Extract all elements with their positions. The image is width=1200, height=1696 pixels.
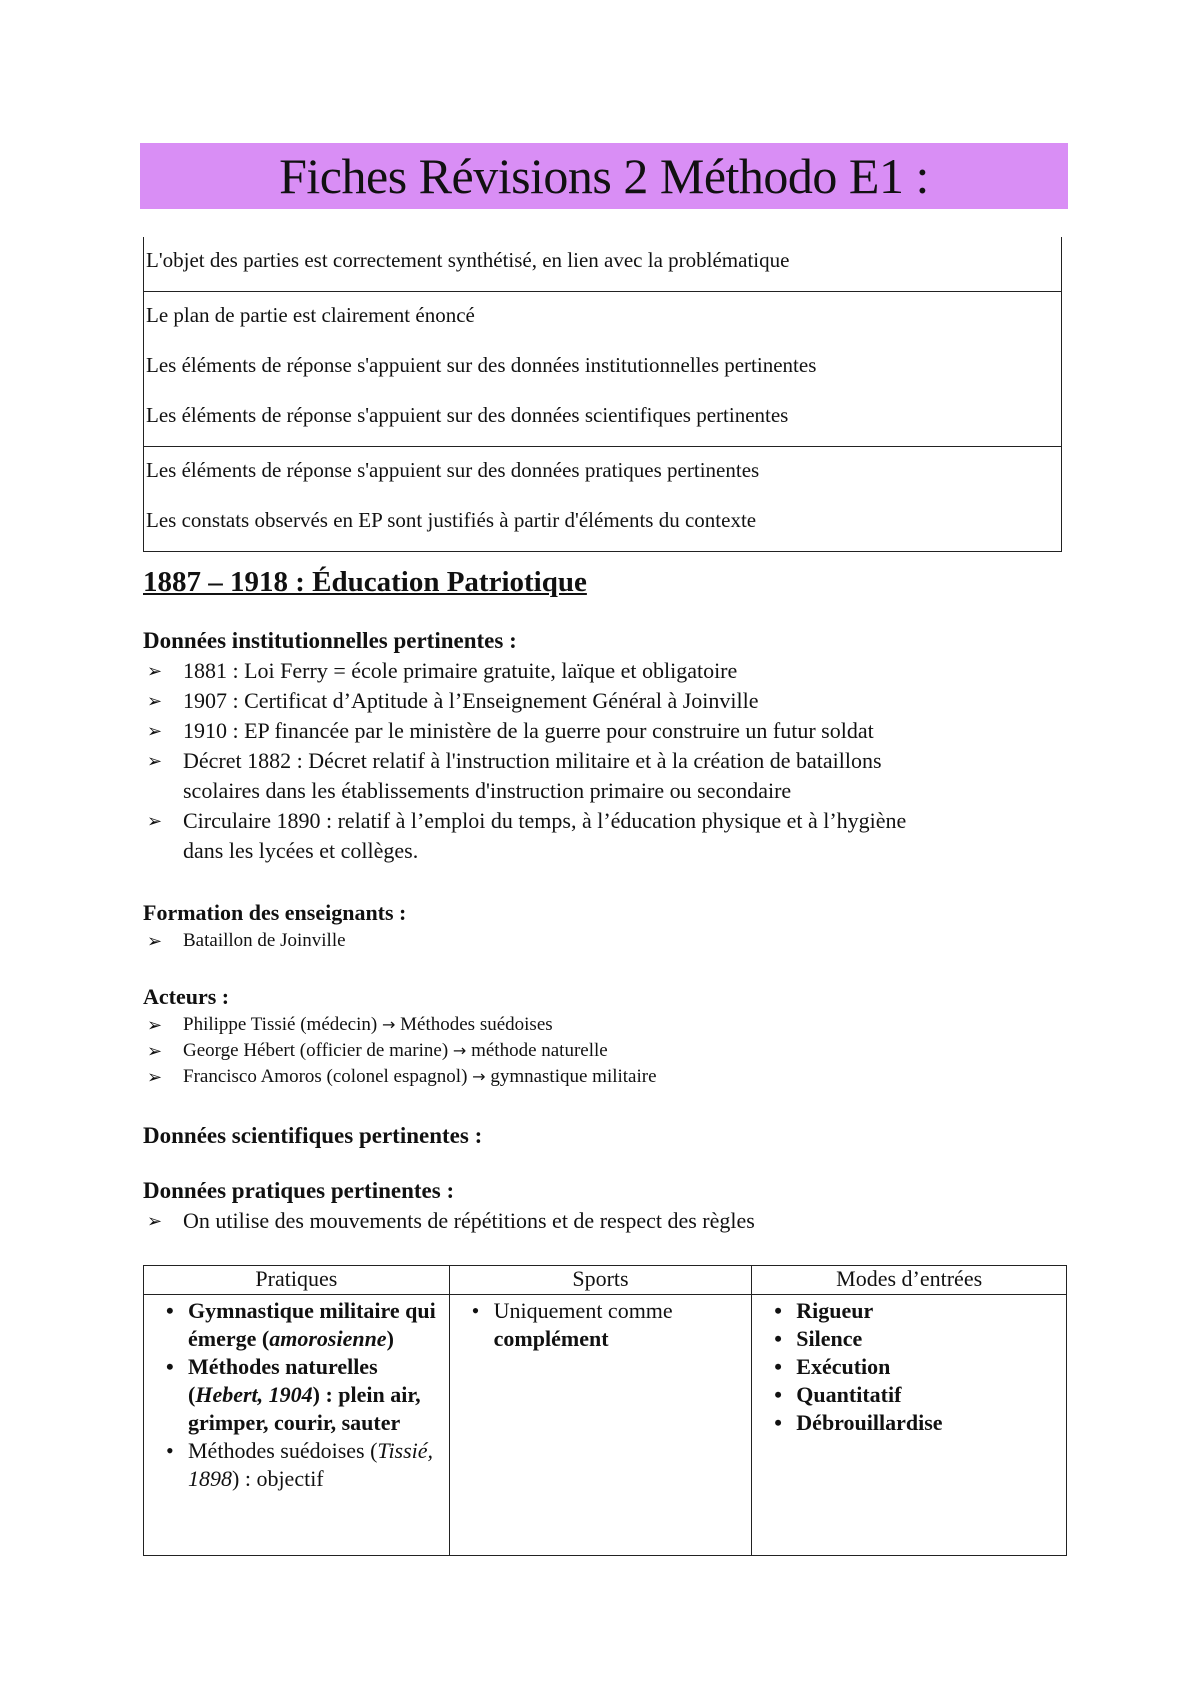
criteria-box [143,237,1062,552]
list-item: • Débrouillardise [774,1410,943,1435]
pratiques-cell [144,1295,450,1556]
list-item: • Gymnastique militaire qui émerge (amorosienne) [166,1298,436,1351]
dot-bullet-icon: • [166,1354,174,1379]
actors-list [143,1012,1083,1090]
arrow-bullet-icon: ➢ [147,661,163,681]
actors-section [143,984,1083,1090]
dot-bullet-icon: • [774,1382,782,1407]
list-item: ➢ 1907 : Certificat d’Aptitude à l’Enseignement Général à Joinville [183,686,1083,716]
period-heading: 1887 – 1918 : Éducation Patriotique [143,566,587,598]
dot-bullet-icon: • [166,1298,174,1323]
practices-table [143,1265,1067,1556]
institutional-list [143,656,1083,866]
arrow-bullet-icon: ➢ [147,751,163,771]
list-item: • Exécution [774,1354,891,1379]
teachers-list [143,928,1083,954]
list-item: ➢ Bataillon de Joinville [183,928,1083,954]
criteria-line: Les éléments de réponse s'appuient sur des données scientifiques pertinentes [146,403,789,427]
list-item: ➢ 1881 : Loi Ferry = école primaire gratuite, laïque et obligatoire [183,656,1083,686]
criteria-line: Les constats observés en EP sont justifiés à partir d'éléments du contexte [146,508,757,532]
list-item: ➢ Circulaire 1890 : relatif à l’emploi du temps, à l’éducation physique et à l’hygiène dans les lycées et collèges. [147,808,907,863]
table-header-row [144,1266,1067,1295]
teachers-section [143,900,1083,954]
list-item: • Quantitatif [774,1382,902,1407]
list-item: • Méthodes naturelles (Hebert, 1904) : plein air, grimper, courir, sauter [166,1354,421,1435]
criteria-group-1 [144,237,1061,291]
list-item: ➢ Décret 1882 : Décret relatif à l'instruction militaire et à la création de bataillons scolaires dans les établissements d'instruction primaire ou secondaire [147,748,882,803]
arrow-bullet-icon: ➢ [147,931,163,951]
title-banner [140,143,1068,209]
dot-bullet-icon: • [471,1298,480,1323]
table-header: Pratiques [144,1266,450,1295]
teachers-heading: Formation des enseignants : [143,900,407,925]
arrow-bullet-icon: ➢ [147,721,163,741]
criteria-line: Les éléments de réponse s'appuient sur des données pratiques pertinentes [146,458,760,482]
institutional-section [143,628,1083,866]
criteria-line: Le plan de partie est clairement énoncé [146,303,475,327]
list-item: ➢ 1910 : EP financée par le ministère de la guerre pour construire un futur soldat [183,716,1083,746]
dot-bullet-icon: • [774,1354,782,1379]
table-header: Sports [449,1266,752,1295]
modes-cell [752,1295,1067,1556]
list-item: • Méthodes suédoises (Tissié, 1898) : objectif [166,1438,434,1491]
dot-bullet-icon: • [166,1438,174,1463]
dot-bullet-icon: • [774,1326,782,1351]
table-header: Modes d’entrées [752,1266,1067,1295]
list-item: ➢ Philippe Tissié (médecin) → Méthodes suédoises [183,1012,1083,1038]
period-section [143,566,1083,599]
scientific-heading: Données scientifiques pertinentes : [143,1123,483,1148]
arrow-bullet-icon: ➢ [147,1041,163,1061]
page-title: Fiches Révisions 2 Méthodo E1 : [279,148,929,204]
actors-heading: Acteurs : [143,984,230,1009]
institutional-heading: Données institutionnelles pertinentes : [143,628,517,653]
list-item: • Rigueur [774,1298,874,1323]
arrow-bullet-icon: ➢ [147,1067,163,1087]
list-item: ➢ George Hébert (officier de marine) → méthode naturelle [183,1038,1083,1064]
criteria-line: L'objet des parties est correctement synthétisé, en lien avec la problématique [146,248,790,272]
criteria-group-2 [144,291,1061,446]
dot-bullet-icon: • [774,1298,782,1323]
arrow-bullet-icon: ➢ [147,1015,163,1035]
criteria-group-3 [144,446,1061,551]
arrow-bullet-icon: ➢ [147,811,163,831]
list-item: ➢ On utilise des mouvements de répétitions et de respect des règles [183,1206,1083,1236]
scientific-section [143,1123,1083,1149]
practical-list [143,1206,1083,1236]
arrow-bullet-icon: ➢ [147,1211,163,1231]
right-arrow-icon: → [472,1067,486,1086]
table-row [144,1295,1067,1556]
dot-bullet-icon: • [774,1410,782,1435]
right-arrow-icon: → [452,1041,467,1060]
practical-heading: Données pratiques pertinentes : [143,1178,455,1203]
sports-cell [449,1295,752,1556]
list-item: • Uniquement comme complément [471,1298,673,1351]
list-item: ➢ Francisco Amoros (colonel espagnol) → gymnastique militaire [183,1064,1083,1090]
criteria-line: Les éléments de réponse s'appuient sur des données institutionnelles pertinentes [146,353,817,377]
right-arrow-icon: → [381,1015,396,1034]
practical-section [143,1178,1083,1236]
list-item: • Silence [774,1326,863,1351]
arrow-bullet-icon: ➢ [147,691,163,711]
